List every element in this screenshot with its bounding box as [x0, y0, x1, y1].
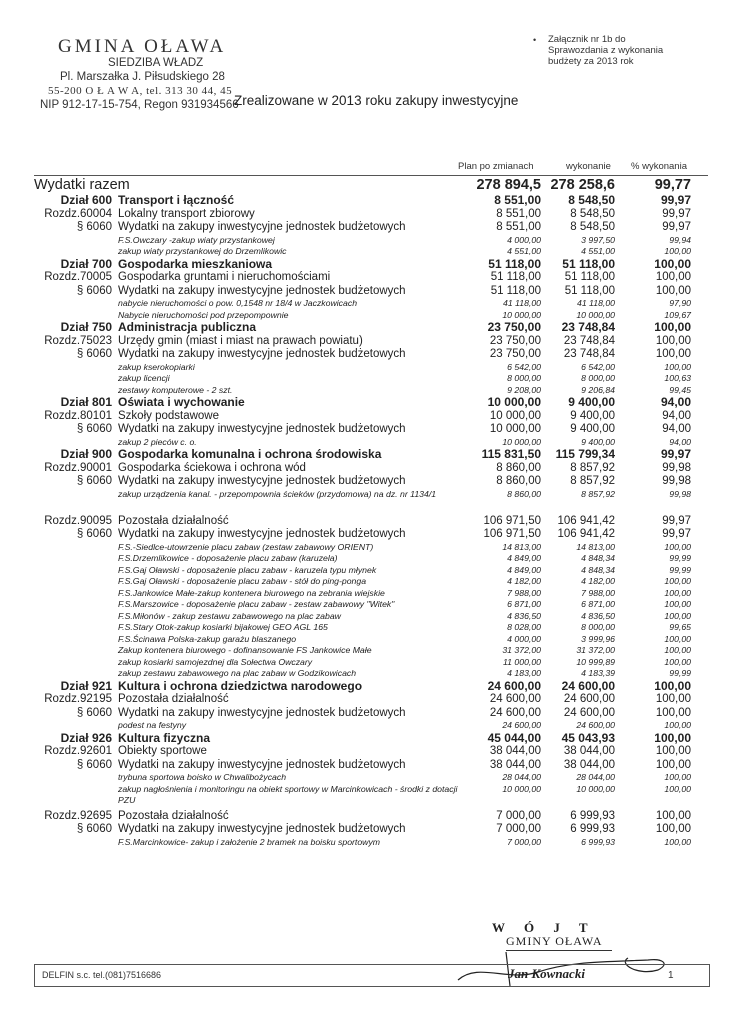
rozdz-row	[0, 410, 733, 424]
done-value: 14 813,00	[576, 541, 615, 552]
pct-value: 100,00	[664, 361, 691, 372]
item-row	[0, 611, 733, 623]
rozdz-row	[0, 271, 733, 285]
plan-value: 10 000,00	[502, 783, 541, 794]
done-value: 115 799,34	[555, 447, 615, 461]
plan-value: 8 860,00	[507, 488, 541, 499]
plan-value: 24 600,00	[502, 720, 541, 730]
row-name: F.S.Ścinawa Polska-zakup garażu blaszanego	[118, 633, 297, 644]
pct-value: 100,00	[664, 246, 691, 256]
item-row	[0, 599, 733, 611]
pct-value: 100,00	[664, 633, 691, 644]
plan-value: 23 750,00	[489, 334, 541, 347]
plan-value: 4 551,00	[507, 246, 541, 256]
plan-value: 4 183,00	[507, 668, 541, 678]
plan-value: 9 208,00	[507, 384, 541, 395]
pct-value: 94,00	[669, 436, 691, 447]
done-value: 8 548,50	[570, 207, 615, 220]
pct-value: 100,00	[664, 720, 691, 730]
page-number: 1	[668, 970, 674, 981]
rozdz-row	[0, 810, 733, 824]
plan-value: 7 000,00	[496, 823, 541, 835]
pct-value: 99,97	[662, 528, 691, 540]
row-label: Rozdz.92695	[44, 809, 112, 822]
row-name: F.S.Stary Otok-zakup kosiarki bijakowej GEO AGL 165	[118, 622, 328, 632]
done-value: 4 836,50	[581, 610, 615, 621]
row-name: nabycie nieruchomości o pow. 0,1548 nr 18/4 w Jaczkowicach	[118, 298, 358, 308]
attachment-line1: Załącznik nr 1b do	[548, 34, 626, 45]
done-value: 51 118,00	[562, 256, 615, 271]
row-name: Wydatki na zakupy inwestycyjne jednostek budżetowych	[118, 475, 406, 487]
pct-value: 100,00	[654, 320, 691, 334]
par-row	[0, 475, 733, 489]
pct-value: 100,00	[664, 576, 691, 586]
row-label: Rozdz.92601	[44, 745, 112, 757]
pct-value: 100,00	[655, 823, 691, 835]
rozdz-row	[0, 335, 733, 349]
pct-value: 97,90	[669, 298, 691, 308]
item-row	[0, 668, 733, 680]
done-value: 38 044,00	[563, 745, 615, 757]
row-label: Dział 600	[60, 193, 112, 207]
row-name: podest na festyny	[118, 720, 187, 730]
plan-value: 8 551,00	[494, 193, 541, 207]
row-name: zakup 2 pieców c. o.	[118, 436, 197, 447]
row-label: Rozdz.90095	[44, 514, 112, 527]
row-name: Oświata i wychowanie	[118, 395, 245, 409]
plan-value: 51 118,00	[490, 271, 541, 283]
done-value: 3 997,50	[581, 234, 615, 245]
plan-value: 4 849,00	[507, 564, 541, 575]
plan-value: 31 372,00	[502, 645, 541, 655]
attachment-line3: budżety za 2013 rok	[548, 56, 634, 67]
stamp-name: GMINA OŁAWA	[58, 36, 227, 57]
plan-value: 4 182,00	[507, 576, 541, 586]
row-label: § 6060	[76, 706, 112, 719]
row-name: Wydatki na zakupy inwestycyjne jednostek budżetowych	[118, 284, 406, 297]
plan-value: 10 000,00	[502, 309, 541, 320]
done-value: 45 043,93	[561, 730, 615, 745]
item-row	[0, 634, 733, 646]
pct-value: 100,00	[664, 645, 691, 655]
rozdz-row	[0, 515, 733, 529]
done-value: 28 044,00	[576, 772, 615, 782]
done-value: 4 848,34	[581, 553, 615, 563]
row-name: Wydatki na zakupy inwestycyjne jednostek budżetowych	[118, 758, 406, 771]
plan-value: 106 971,50	[483, 514, 541, 527]
plan-value: 45 044,00	[487, 730, 541, 745]
plan-value: 23 750,00	[489, 348, 541, 360]
pct-value: 100,00	[655, 745, 691, 757]
row-label: Rozdz.60004	[44, 207, 112, 220]
plan-value: 7 000,00	[507, 836, 541, 847]
row-label: Dział 700	[60, 256, 112, 271]
par-row	[0, 221, 733, 235]
plan-value: 106 971,50	[483, 528, 541, 540]
row-name: zakup kosiarki samojezdnej dla Sołectwa Owczary	[118, 656, 313, 667]
row-name: Administracja publiczna	[118, 320, 257, 334]
item-row	[0, 784, 733, 806]
done-value: 6 999,93	[570, 823, 615, 835]
pct-value: 100,00	[655, 706, 691, 719]
row-name: Nabycie nieruchomości pod przepompownie	[118, 309, 289, 320]
pct-value: 99,77	[654, 177, 691, 193]
done-value: 8 857,92	[581, 488, 615, 499]
pct-value: 109,67	[664, 309, 691, 320]
item-row	[0, 837, 733, 849]
done-value: 8 000,00	[581, 373, 615, 383]
row-name: Zakup kontenera biurowego - dofinansowanie FS Jankowice Małe	[118, 645, 372, 655]
plan-value: 4 000,00	[507, 633, 541, 644]
item-row	[0, 657, 733, 669]
done-value: 8 857,92	[570, 475, 615, 487]
stamp-line2: SIEDZIBA WŁADZ	[108, 57, 204, 69]
pct-value: 100,00	[655, 348, 691, 360]
row-name: zakup urządzenia kanal. - przepompownia ścieków (przydomowa) na dz. nr 1134/1	[118, 488, 437, 499]
done-value: 23 748,84	[563, 348, 615, 360]
row-name: trybuna sportowa boisko w Chwalibożycach	[118, 772, 287, 782]
row-name: Gospodarka gruntami i nieruchomościami	[118, 271, 331, 283]
dzial-row	[0, 732, 733, 746]
done-value: 7 988,00	[581, 587, 615, 598]
row-label: Rozdz.75023	[44, 334, 112, 347]
item-row	[0, 565, 733, 577]
item-row	[0, 553, 733, 565]
done-value: 24 600,00	[563, 693, 615, 705]
column-header-pct: % wykonania	[631, 161, 687, 172]
row-name: F.S.Marcinkowice- zakup i założenie 2 bramek na boisku sportowym	[118, 836, 381, 847]
footer-company: DELFIN s.c. tel.(081)7516686	[42, 970, 162, 980]
row-name: Wydatki na zakupy inwestycyjne jednostek budżetowych	[118, 423, 406, 435]
item-row	[0, 235, 733, 247]
dzial-row	[0, 396, 733, 410]
par-row	[0, 759, 733, 773]
plan-value: 24 600,00	[489, 706, 541, 719]
done-value: 8 000,00	[581, 622, 615, 632]
par-row	[0, 348, 733, 362]
plan-value: 11 000,00	[502, 656, 541, 667]
row-name: Gospodarka komunalna i ochrona środowiska	[118, 447, 382, 461]
row-name: zakup nagłośnienia i monitoringu na obiekt sportowy w Marcinkowicach - środki z dotacji PZU	[118, 783, 458, 805]
row-label: Dział 921	[60, 678, 112, 693]
pct-value: 100,00	[655, 271, 691, 283]
done-value: 4 848,34	[581, 564, 615, 575]
plan-value: 14 813,00	[502, 541, 541, 552]
pct-value: 100,00	[655, 809, 691, 822]
pct-value: 99,98	[662, 461, 691, 474]
row-label: Dział 900	[60, 447, 112, 461]
signature-name: Jan Kownacki	[508, 966, 585, 981]
done-value: 9 400,00	[570, 409, 615, 422]
row-label: Rozdz.70005	[44, 271, 112, 283]
item-row	[0, 246, 733, 258]
item-row	[0, 373, 733, 385]
plan-value: 23 750,00	[487, 320, 541, 334]
dzial-row	[0, 321, 733, 335]
pct-value: 99,97	[662, 207, 691, 220]
plan-value: 8 551,00	[496, 207, 541, 220]
plan-value: 10 000,00	[502, 436, 541, 447]
par-row	[0, 528, 733, 542]
attachment-note	[548, 34, 708, 67]
dzial-row	[0, 680, 733, 694]
row-name: Gospodarka ściekowa i ochrona wód	[118, 461, 306, 474]
done-value: 8 857,92	[570, 461, 615, 474]
plan-value: 278 894,5	[476, 177, 541, 193]
item-row	[0, 645, 733, 657]
plan-value: 4 836,50	[507, 610, 541, 621]
done-value: 10 999,89	[576, 656, 615, 667]
done-value: 38 044,00	[563, 758, 615, 771]
row-name: Wydatki na zakupy inwestycyjne jednostek budżetowych	[118, 221, 406, 233]
plan-value: 38 044,00	[489, 745, 541, 757]
row-name: F.S.Gaj Oławski - doposażenie placu zabaw - stół do ping-ponga	[118, 576, 367, 586]
item-row	[0, 772, 733, 784]
item-row	[0, 542, 733, 554]
row-label: § 6060	[76, 528, 112, 540]
dzial-row	[0, 258, 733, 272]
dzial-row	[0, 194, 733, 208]
done-value: 6 999,93	[570, 809, 615, 822]
row-name: Wydatki na zakupy inwestycyjne jednostek budżetowych	[118, 348, 406, 360]
row-name: F.S.Owczary -zakup wiaty przystankowej	[118, 234, 275, 245]
pct-value: 100,00	[664, 541, 691, 552]
row-name: Transport i łączność	[118, 193, 235, 207]
done-value: 23 748,84	[561, 320, 615, 334]
column-header-done: wykonanie	[566, 161, 611, 172]
plan-value: 51 118,00	[488, 256, 541, 271]
stamp-line3: Pl. Marszałka J. Piłsudskiego 28	[60, 71, 225, 83]
dzial-row	[0, 448, 733, 462]
pct-value: 99,94	[669, 234, 691, 245]
pct-value: 99,97	[662, 514, 691, 527]
rozdz-row	[0, 693, 733, 707]
row-name: zakup licencji	[118, 373, 170, 383]
pct-value: 94,00	[662, 423, 691, 435]
signature-subtitle: GMINY OŁAWA	[506, 934, 603, 948]
row-name: Pozostała działalność	[118, 809, 229, 822]
pct-value: 99,45	[669, 384, 691, 395]
plan-value: 10 000,00	[489, 409, 541, 422]
row-label: Rozdz.90001	[44, 461, 112, 474]
plan-value: 24 600,00	[487, 678, 541, 693]
plan-value: 7 000,00	[496, 809, 541, 822]
plan-value: 24 600,00	[489, 693, 541, 705]
pct-value: 100,00	[655, 284, 691, 297]
done-value: 41 118,00	[576, 298, 615, 308]
attachment-line2: Sprawozdania z wykonania	[548, 45, 664, 56]
pct-value: 100,00	[655, 758, 691, 771]
row-name: Kultura i ochrona dziedzictwa narodowego	[118, 678, 363, 693]
pct-value: 100,00	[654, 730, 691, 745]
row-label: Dział 801	[60, 395, 112, 409]
bullet-dot: •	[533, 35, 537, 45]
pct-value: 100,00	[654, 256, 691, 271]
done-value: 106 941,42	[557, 514, 615, 527]
pct-value: 100,00	[655, 693, 691, 705]
done-value: 6 999,93	[581, 836, 615, 847]
row-name: Wydatki na zakupy inwestycyjne jednostek budżetowych	[118, 706, 406, 719]
row-name: Wydatki na zakupy inwestycyjne jednostek budżetowych	[118, 528, 406, 540]
plan-value: 51 118,00	[490, 284, 541, 297]
done-value: 6 871,00	[581, 599, 615, 609]
row-name: Kultura fizyczna	[118, 730, 211, 745]
row-name: F.S.Gaj Oławski - doposażenie placu zabaw - karuzela typu młynek	[118, 564, 377, 575]
done-value: 4 551,00	[581, 246, 615, 256]
done-value: 51 118,00	[564, 284, 615, 297]
pct-value: 100,00	[664, 772, 691, 782]
done-value: 51 118,00	[564, 271, 615, 283]
item-row	[0, 298, 733, 310]
pct-value: 100,00	[655, 334, 691, 347]
rozdz-row	[0, 462, 733, 476]
done-value: 9 400,00	[568, 395, 615, 409]
row-name: Wydatki na zakupy inwestycyjne jednostek budżetowych	[118, 823, 406, 835]
done-value: 8 548,50	[568, 193, 615, 207]
done-value: 24 600,00	[563, 706, 615, 719]
row-label: § 6060	[76, 475, 112, 487]
plan-value: 28 044,00	[502, 772, 541, 782]
row-name: Gospodarka mieszkaniowa	[118, 256, 273, 271]
par-row	[0, 707, 733, 721]
rozdz-row	[0, 745, 733, 759]
row-name: F.S.Miłonów - zakup zestawu zabawowego na plac zabaw	[118, 610, 341, 621]
row-name: zakup zestawu zabawowego na plac zabaw w Godzikowicach	[118, 668, 357, 678]
row-label: Rozdz.92195	[44, 693, 112, 705]
pct-value: 100,00	[664, 783, 691, 794]
row-name: F.S.Jankowice Małe-zakup kontenera biurowego na zebrania wiejskie	[118, 587, 385, 598]
done-value: 8 548,50	[570, 221, 615, 233]
pct-value: 100,00	[664, 587, 691, 598]
pct-value: 99,97	[660, 193, 691, 207]
row-name: Urzędy gmin (miast i miast na prawach powiatu)	[118, 334, 363, 347]
row-label: § 6060	[76, 221, 112, 233]
plan-value: 7 988,00	[507, 587, 541, 598]
done-value: 10 000,00	[576, 309, 615, 320]
done-value: 4 183,39	[581, 668, 615, 678]
done-value: 24 600,00	[561, 678, 615, 693]
done-value: 31 372,00	[576, 645, 615, 655]
row-name: Szkoły podstawowe	[118, 409, 219, 422]
plan-value: 6 542,00	[507, 361, 541, 372]
expenditure-table	[0, 176, 733, 848]
item-row	[0, 622, 733, 634]
row-label: § 6060	[76, 348, 112, 360]
row-label: Rozdz.80101	[44, 409, 112, 422]
item-row	[0, 489, 733, 511]
pct-value: 99,99	[669, 668, 691, 678]
stamp-line4: 55-200 O Ł A W A, tel. 313 30 44, 45	[48, 85, 233, 97]
pct-value: 99,99	[669, 564, 691, 575]
pct-value: 100,00	[664, 610, 691, 621]
plan-value: 8 028,00	[507, 622, 541, 632]
pct-value: 100,00	[664, 599, 691, 609]
row-label: Dział 926	[60, 730, 112, 745]
plan-value: 8 551,00	[496, 221, 541, 233]
column-header-plan: Plan po zmianach	[458, 161, 534, 172]
par-row	[0, 823, 733, 837]
row-label: § 6060	[76, 284, 112, 297]
item-row	[0, 576, 733, 588]
pct-value: 100,63	[664, 373, 691, 383]
row-name: F.S.Drzemlikowice - doposażenie placu zabaw (karuzela)	[118, 553, 338, 563]
document-title: Zrealizowane w 2013 roku zakupy inwestycyjne	[234, 93, 519, 108]
row-label: § 6060	[76, 758, 112, 771]
pct-value: 94,00	[660, 395, 691, 409]
pct-value: 99,97	[662, 221, 691, 233]
pct-value: 99,99	[669, 553, 691, 563]
plan-value: 8 000,00	[507, 373, 541, 383]
row-name: zakup kserokopiarki	[118, 361, 195, 372]
row-name: Pozostała działalność	[118, 693, 229, 705]
plan-value: 8 860,00	[496, 461, 541, 474]
done-value: 106 941,42	[557, 528, 615, 540]
done-value: 9 206,84	[581, 384, 615, 395]
plan-value: 10 000,00	[487, 395, 541, 409]
pct-value: 100,00	[664, 836, 691, 847]
done-value: 9 400,00	[581, 436, 615, 447]
total-row	[0, 176, 733, 194]
pct-value: 94,00	[662, 409, 691, 422]
plan-value: 10 000,00	[489, 423, 541, 435]
pct-value: 99,97	[660, 447, 691, 461]
plan-value: 115 831,50	[481, 447, 541, 461]
row-name: zestawy komputerowe - 2 szt.	[118, 384, 233, 395]
item-row	[0, 588, 733, 600]
stamp-line5: NIP 912-17-15-754, Regon 931934566	[40, 99, 239, 111]
plan-value: 8 860,00	[496, 475, 541, 487]
plan-value: 4 849,00	[507, 553, 541, 563]
item-row	[0, 362, 733, 374]
pct-value: 99,98	[662, 475, 691, 487]
row-name: Lokalny transport zbiorowy	[118, 207, 255, 220]
done-value: 9 400,00	[570, 423, 615, 435]
plan-value: 4 000,00	[507, 234, 541, 245]
pct-value: 99,98	[669, 488, 691, 499]
row-name: F.S.-Siedlce-utowrzenie placu zabaw (zestaw zabawowy ORIENT)	[118, 541, 374, 552]
done-value: 4 182,00	[581, 576, 615, 586]
pct-value: 100,00	[664, 656, 691, 667]
done-value: 6 542,00	[581, 361, 615, 372]
par-row	[0, 423, 733, 437]
plan-value: 41 118,00	[502, 298, 541, 308]
done-value: 23 748,84	[563, 334, 615, 347]
row-name: Wydatki razem	[34, 177, 130, 193]
row-name: Obiekty sportowe	[118, 745, 207, 757]
done-value: 24 600,00	[576, 720, 615, 730]
plan-value: 6 871,00	[507, 599, 541, 609]
row-label: § 6060	[76, 423, 112, 435]
par-row	[0, 285, 733, 299]
signature-title: W Ó J T	[492, 920, 596, 935]
plan-value: 38 044,00	[489, 758, 541, 771]
done-value: 278 258,6	[550, 177, 615, 193]
pct-value: 100,00	[654, 678, 691, 693]
rozdz-row	[0, 208, 733, 222]
row-name: zakup wiaty przystankowej do Drzemlikowic	[118, 246, 287, 256]
pct-value: 99,65	[669, 622, 691, 632]
row-label: § 6060	[76, 823, 112, 835]
done-value: 10 000,00	[576, 783, 615, 794]
done-value: 3 999,96	[581, 633, 615, 644]
row-name: Pozostała działalność	[118, 514, 229, 527]
row-name: F.S.Marszowice - doposażenie placu zabaw - zestaw zabawowy "Witek"	[118, 599, 395, 609]
item-row	[0, 720, 733, 732]
row-label: Dział 750	[60, 320, 112, 334]
